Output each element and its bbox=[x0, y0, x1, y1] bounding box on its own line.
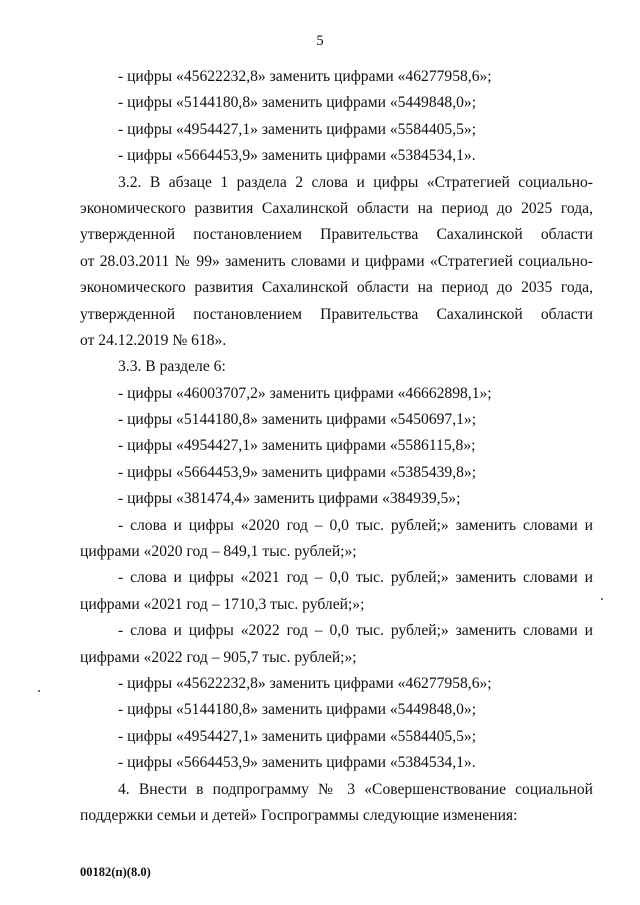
text-line: - цифры «4954427,1» заменить цифрами «5584405,5»; bbox=[118, 727, 477, 745]
text-line: 3.2. В абзаце 1 раздела 2 слова и цифры «Стратегией социально- bbox=[118, 173, 593, 191]
text-line: - цифры «5144180,8» заменить цифрами «5449848,0»; bbox=[118, 701, 477, 719]
text-line: - цифры «45622232,8» заменить цифрами «46277958,6»; bbox=[118, 68, 492, 85]
text-line: экономического развития Сахалинской области на период до 2025 года, bbox=[80, 199, 593, 217]
text-line: - цифры «45622232,8» заменить цифрами «46277958,6»; bbox=[118, 674, 492, 692]
text-line: утвержденной постановлением Правительства Сахалинской области bbox=[80, 305, 593, 323]
text-line: - слова и цифры «2020 год – 0,0 тыс. рублей;» заменить словами и bbox=[118, 516, 593, 534]
text-line: цифрами «2022 год – 905,7 тыс. рублей;»; bbox=[80, 648, 357, 666]
text-line: 3.3. В разделе 6: bbox=[118, 358, 226, 376]
text-line: 4. Внести в подпрограмму № 3 «Совершенствование социальной bbox=[118, 780, 593, 798]
text-line: - слова и цифры «2022 год – 0,0 тыс. рублей;» заменить словами и bbox=[118, 622, 593, 640]
scan-speck bbox=[601, 598, 603, 600]
text-line: - цифры «4954427,1» заменить цифрами «5586115,8»; bbox=[118, 437, 476, 455]
text-line: - цифры «5664453,9» заменить цифрами «5384534,1». bbox=[118, 147, 476, 165]
text-line: утвержденной постановлением Правительства Сахалинской области bbox=[80, 226, 593, 244]
document-body bbox=[80, 66, 593, 831]
text-line: от 28.03.2011 № 99» заменить словами и цифрами «Стратегией социально- bbox=[80, 252, 593, 270]
text-line: поддержки семьи и детей» Госпрограммы следующие изменения: bbox=[80, 806, 518, 824]
text-line: - цифры «5144180,8» заменить цифрами «5450697,1»; bbox=[118, 411, 477, 429]
text-line: - цифры «46003707,2» заменить цифрами «46662898,1»; bbox=[118, 384, 492, 402]
text-line: - цифры «5144180,8» заменить цифрами «5449848,0»; bbox=[118, 94, 477, 112]
text-line: цифрами «2021 год – 1710,3 тыс. рублей;»; bbox=[80, 595, 365, 613]
text-line: - цифры «381474,4» заменить цифрами «384939,5»; bbox=[118, 490, 461, 508]
text-line: - слова и цифры «2021 год – 0,0 тыс. рублей;» заменить словами и bbox=[118, 569, 593, 587]
text-line: цифрами «2020 год – 849,1 тыс. рублей;»; bbox=[80, 543, 357, 561]
text-line: экономического развития Сахалинской области на период до 2035 года, bbox=[80, 279, 593, 297]
text-line: - цифры «4954427,1» заменить цифрами «5584405,5»; bbox=[118, 120, 477, 138]
scan-speck bbox=[38, 690, 40, 692]
text-line: от 24.12.2019 № 618». bbox=[80, 331, 227, 349]
text-line: - цифры «5664453,9» заменить цифрами «5385439,8»; bbox=[118, 463, 477, 481]
text-line: - цифры «5664453,9» заменить цифрами «5384534,1». bbox=[118, 754, 476, 772]
page-number: 5 bbox=[316, 33, 324, 49]
document-code: 00182(п)(8.0) bbox=[80, 865, 151, 879]
